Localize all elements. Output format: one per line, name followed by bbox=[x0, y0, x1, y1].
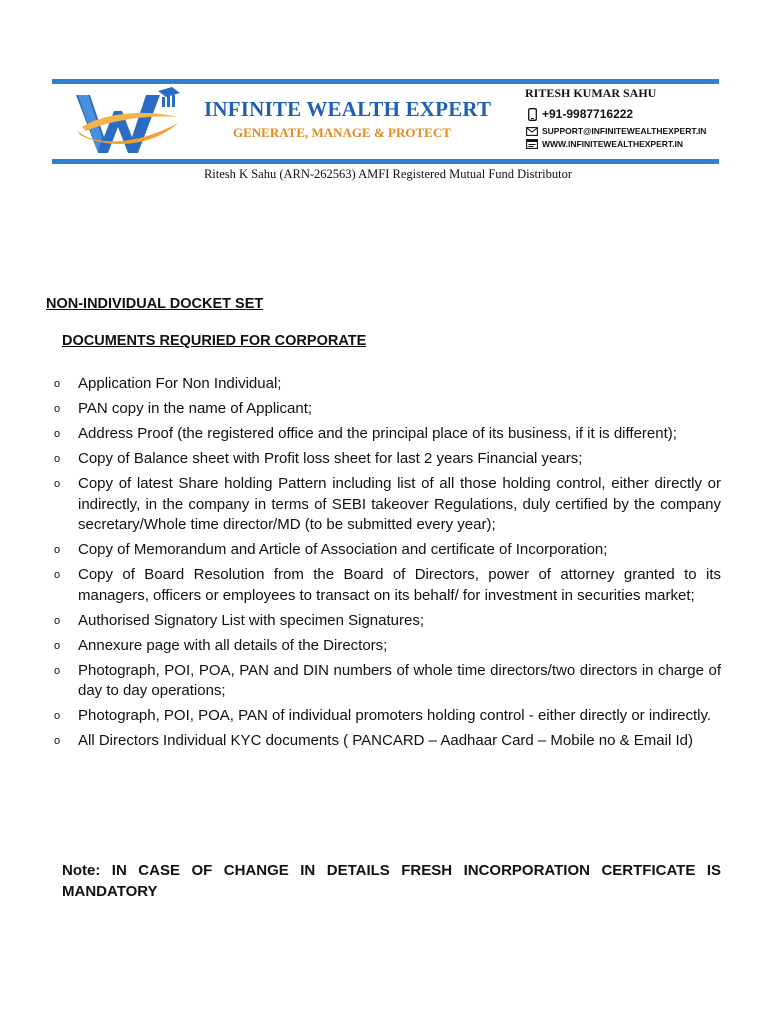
page-title: NON-INDIVIDUAL DOCKET SET bbox=[46, 296, 264, 312]
letterhead-bottom-bar bbox=[52, 159, 719, 164]
section-heading: DOCUMENTS REQURIED FOR CORPORATE bbox=[62, 333, 367, 349]
phone-number: +91-9987716222 bbox=[542, 107, 634, 121]
list-item-text: Copy of latest Share holding Pattern including list of all those holding control, either directly or indirectly, in the company in terms of SEBI takeover Regulations, duly certified by the company secretary/Whole time director/MD (to be submitted every year); bbox=[78, 475, 721, 533]
list-item-text: Copy of Balance sheet with Profit loss sheet for last 2 years Financial years; bbox=[78, 450, 583, 467]
list-item bbox=[54, 374, 721, 395]
mandatory-note: Note: IN CASE OF CHANGE IN DETAILS FRESH INCORPORATION CERTFICATE IS MANDATORY bbox=[62, 862, 721, 900]
letterhead bbox=[52, 79, 719, 165]
website-url: WWW.INFINITEWEALTHEXPERT.IN bbox=[542, 139, 684, 149]
list-item bbox=[54, 611, 721, 632]
list-item bbox=[54, 449, 721, 470]
list-item bbox=[54, 731, 721, 752]
list-item-text: All Directors Individual KYC documents ( PANCARD – Aadhaar Card – Mobile no & Email Id) bbox=[78, 732, 693, 749]
list-item bbox=[54, 661, 721, 702]
list-item bbox=[54, 474, 721, 536]
bullet-icon: o bbox=[54, 569, 61, 581]
contact-block bbox=[525, 86, 719, 149]
arn-line: Ritesh K Sahu (ARN-262563) AMFI Registered Mutual Fund Distributor bbox=[203, 167, 573, 181]
list-item bbox=[54, 540, 721, 561]
list-item-text: Copy of Memorandum and Article of Association and certificate of Incorporation; bbox=[78, 541, 608, 558]
list-item-text: Address Proof (the registered office and the principal place of its business, if it is different); bbox=[78, 425, 677, 442]
bullet-icon: o bbox=[54, 453, 61, 465]
logo-w-icon bbox=[74, 87, 184, 157]
bullet-icon: o bbox=[54, 735, 61, 747]
list-item bbox=[54, 565, 721, 606]
list-item bbox=[54, 399, 721, 420]
bullet-icon: o bbox=[54, 544, 61, 556]
email-icon bbox=[525, 127, 539, 136]
list-item-text: Photograph, POI, POA, PAN of individual promoters holding control - either directly or indirectly. bbox=[78, 707, 712, 724]
list-item bbox=[54, 706, 721, 727]
bullet-icon: o bbox=[54, 428, 61, 440]
phone-row bbox=[525, 107, 719, 121]
phone-icon bbox=[525, 108, 539, 121]
list-item-text: Photograph, POI, POA, PAN and DIN numbers of whole time directors/two directors in charge of day to day operations; bbox=[78, 661, 721, 699]
email-row bbox=[525, 126, 719, 136]
web-icon bbox=[525, 139, 539, 149]
list-item-text: PAN copy in the name of Applicant; bbox=[78, 400, 313, 417]
letterhead-top-bar bbox=[52, 79, 719, 84]
bullet-icon: o bbox=[54, 403, 61, 415]
email-address: SUPPORT@INFINITEWEALTHEXPERT.IN bbox=[542, 126, 707, 136]
bullet-icon: o bbox=[54, 378, 61, 390]
list-item bbox=[54, 636, 721, 657]
person-name: RITESH KUMAR SAHU bbox=[525, 86, 657, 100]
list-item-text: Authorised Signatory List with specimen Signatures; bbox=[78, 611, 425, 629]
bullet-icon: o bbox=[54, 710, 61, 722]
bullet-icon: o bbox=[54, 614, 61, 627]
bullet-icon: o bbox=[54, 478, 61, 490]
web-row bbox=[525, 139, 719, 149]
brand-name: INFINITE WEALTH EXPERT bbox=[204, 97, 492, 121]
list-item bbox=[54, 424, 721, 445]
documents-list bbox=[54, 374, 721, 756]
bullet-icon: o bbox=[54, 664, 61, 677]
brand-tagline: GENERATE, MANAGE & PROTECT bbox=[233, 125, 451, 140]
list-item-text: Annexure page with all details of the Directors; bbox=[78, 636, 388, 654]
list-item-text: Application For Non Individual; bbox=[78, 375, 282, 392]
list-item-text: Copy of Board Resolution from the Board of Directors, power of attorney granted to its managers, officers or employees to transact on its behalf/ for investment in securities market; bbox=[78, 566, 721, 604]
bullet-icon: o bbox=[54, 639, 61, 652]
